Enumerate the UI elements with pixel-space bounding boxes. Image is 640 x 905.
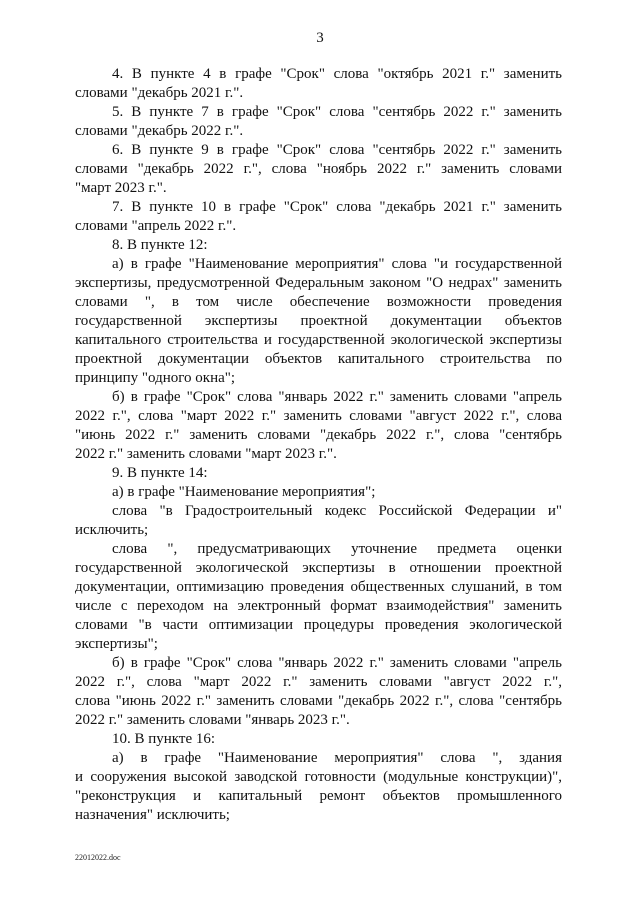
paragraph — [75, 540, 562, 654]
text-line: словами "апрель 2022 г.". — [75, 218, 237, 234]
text-line: 10. В пункте 16: — [112, 731, 216, 747]
text-line: а) в графе "Наименование мероприятия" слова ", здания — [112, 750, 562, 766]
paragraph — [75, 730, 562, 749]
text-line: словами ", в том числе обеспечение возможности проведения — [75, 294, 562, 310]
text-line: словами "декабрь 2022 г.". — [75, 123, 244, 139]
text-line: а) в графе "Наименование мероприятия" слова "и государственной — [112, 256, 562, 272]
text-line: 4. В пункте 4 в графе "Срок" слова "октябрь 2021 г." заменить — [112, 66, 562, 82]
text-line: слова ", предусматривающих уточнение предмета оценки — [112, 541, 562, 557]
text-line: а) в графе "Наименование мероприятия"; — [112, 484, 376, 500]
text-line: 5. В пункте 7 в графе "Срок" слова "сентябрь 2022 г." заменить — [112, 104, 562, 120]
paragraph — [75, 749, 562, 825]
paragraph — [75, 255, 562, 388]
text-line: словами "декабрь 2021 г.". — [75, 85, 244, 101]
text-line: 7. В пункте 10 в графе "Срок" слова "декабрь 2021 г." заменить — [112, 199, 562, 215]
text-line: 6. В пункте 9 в графе "Срок" слова "сентябрь 2022 г." заменить — [112, 142, 562, 158]
paragraph — [75, 464, 562, 483]
paragraph — [75, 103, 562, 141]
text-line: капитального строительства и государственной экологической экспертизы — [75, 332, 562, 348]
text-line: государственной экспертизы проектной документации объектов — [75, 313, 562, 329]
text-line: "реконструкция и капитальный ремонт объектов промышленного — [75, 788, 562, 804]
text-line: государственной экологической экспертизы в отношении проектной — [75, 560, 562, 576]
text-line: 9. В пункте 14: — [112, 465, 208, 481]
text-line: б) в графе "Срок" слова "январь 2022 г." заменить словами "апрель — [112, 389, 562, 405]
text-line: словами "в части оптимизации процедуры проведения экологической — [75, 617, 562, 633]
text-line: словами "декабрь 2022 г.", слова "ноябрь 2022 г." заменить словами — [75, 161, 562, 177]
text-line: "июнь 2022 г." заменить словами "декабрь 2022 г.", слова "сентябрь — [75, 427, 562, 443]
paragraph — [75, 236, 562, 255]
text-line: числе с переходом на электронный формат взаимодействия" заменить — [75, 598, 562, 614]
paragraph — [75, 65, 562, 103]
paragraph — [75, 198, 562, 236]
text-line: проектной документации объектов капитального строительства по — [75, 351, 562, 367]
text-line: б) в графе "Срок" слова "январь 2022 г." заменить словами "апрель — [112, 655, 562, 671]
paragraph — [75, 502, 562, 540]
text-line: принципу "одного окна"; — [75, 370, 236, 386]
paragraph — [75, 388, 562, 464]
text-line: 2022 г." заменить словами "январь 2023 г.". — [75, 712, 350, 728]
text-line: 8. В пункте 12: — [112, 237, 208, 253]
text-line: документации, оптимизацию проведения общественных слушаний, в том — [75, 579, 562, 595]
paragraph — [75, 141, 562, 198]
paragraph — [75, 654, 562, 730]
document-body — [75, 65, 562, 825]
text-line: экспертизы"; — [75, 636, 158, 652]
text-line: 2022 г." заменить словами "март 2023 г.". — [75, 446, 337, 462]
text-line: "март 2023 г.". — [75, 180, 167, 196]
footer-filename: 22012022.doc — [75, 853, 121, 862]
text-line: и сооружения высокой заводской готовности (модульные конструкции)", — [75, 769, 562, 785]
text-line: 2022 г.", слова "март 2022 г." заменить словами "август 2022 г.", слова — [75, 408, 562, 424]
page-number: 3 — [316, 30, 324, 46]
text-line: слова "в Градостроительный кодекс Российской Федерации и" — [112, 503, 562, 519]
paragraph — [75, 483, 562, 502]
text-line: слова "июнь 2022 г." заменить словами "декабрь 2022 г.", слова "сентябрь — [75, 693, 562, 709]
text-line: экспертизы, предусмотренной Федеральным законом "О недрах" заменить — [75, 275, 562, 291]
text-line: назначения" исключить; — [75, 807, 230, 823]
text-line: 2022 г.", слова "март 2022 г." заменить словами "август 2022 г.", — [75, 674, 562, 690]
text-line: исключить; — [75, 522, 149, 538]
